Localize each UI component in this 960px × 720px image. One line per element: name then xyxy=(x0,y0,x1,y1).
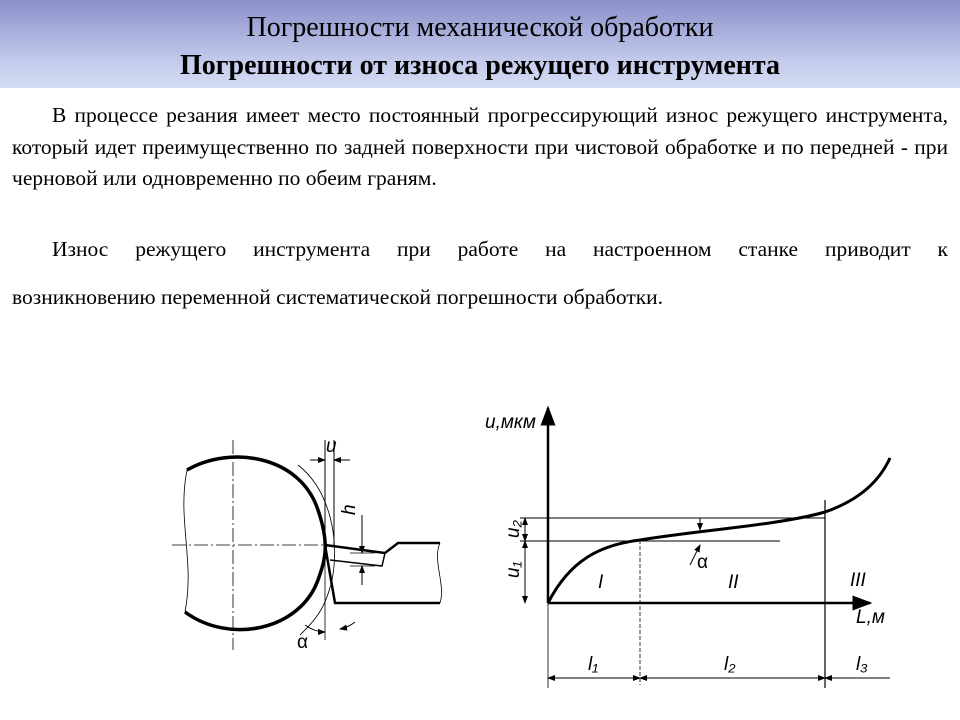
label-alpha-left: α xyxy=(297,632,308,653)
wear-curve-chart xyxy=(520,408,890,688)
zone-2: II xyxy=(728,572,739,593)
segment-l1: l₁ xyxy=(588,654,599,675)
label-h: h xyxy=(339,504,360,515)
zone-3: III xyxy=(850,570,866,591)
paragraph-wear: В процессе резания имеет место постоянный прогрессирующий износ режущего инструмента, который идет преимущественно по задней поверхности при чистовой обработке и по передней - при черновой или одновременно по обеим граням. xyxy=(12,103,948,190)
paragraph-error-line2: возникновению переменной систематической погрешности обработки. xyxy=(12,285,664,309)
slide-subtitle: Погрешности от износа режущего инструмента xyxy=(180,50,780,81)
zone-1: I xyxy=(598,572,604,593)
label-alpha-right: α xyxy=(697,552,708,573)
workpiece-contour xyxy=(185,457,325,630)
segment-l2: l₂ xyxy=(724,654,736,675)
label-u1: u₁ xyxy=(503,561,524,578)
slide-title: Погрешности механической обработки xyxy=(246,12,714,43)
label-u2: u₂ xyxy=(503,520,524,538)
cutting-tool xyxy=(325,543,440,603)
label-u: u xyxy=(326,436,337,457)
paragraph-error-line1: Износ режущего инструмента при работе на настроенном станке приводит к xyxy=(52,237,948,261)
segment-l3: l₃ xyxy=(856,654,868,675)
y-axis-label: u,мкм xyxy=(485,412,536,433)
x-axis-label: L,м xyxy=(856,607,885,628)
tool-workpiece-diagram xyxy=(172,440,442,650)
